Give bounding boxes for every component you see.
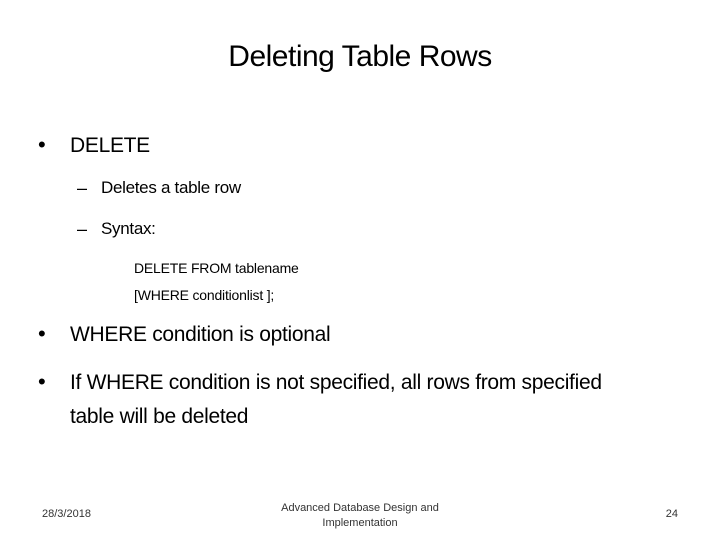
bullet-icon: • [38, 369, 46, 394]
sub-item-syntax [77, 216, 156, 242]
bullet-item-where-optional [38, 318, 330, 352]
dash-icon: – [77, 219, 88, 239]
bullet-icon: • [38, 321, 46, 346]
footer-page-number: 24 [665, 508, 678, 520]
footer-course-title: Advanced Database Design and Implementation [281, 502, 439, 529]
bullet-icon: • [38, 132, 46, 157]
bullet-text: If WHERE condition is not specified, all rows from specified table will be deleted [70, 371, 602, 428]
bullet-item-delete [38, 129, 150, 163]
bullet-text: DELETE [70, 134, 150, 157]
slide-title: Deleting Table Rows [228, 40, 492, 73]
sub-item-text: Syntax: [101, 219, 156, 238]
footer-date: 28/3/2018 [42, 508, 91, 520]
bullet-item-where-not-specified [38, 366, 648, 434]
sub-item-text: Deletes a table row [101, 178, 241, 197]
dash-icon: – [77, 178, 88, 198]
bullet-text: WHERE condition is optional [70, 323, 331, 346]
syntax-line-1: DELETE FROM tablename [134, 260, 299, 276]
sub-item-deletes-row [77, 175, 241, 201]
syntax-line-2: [WHERE conditionlist ]; [134, 287, 275, 303]
